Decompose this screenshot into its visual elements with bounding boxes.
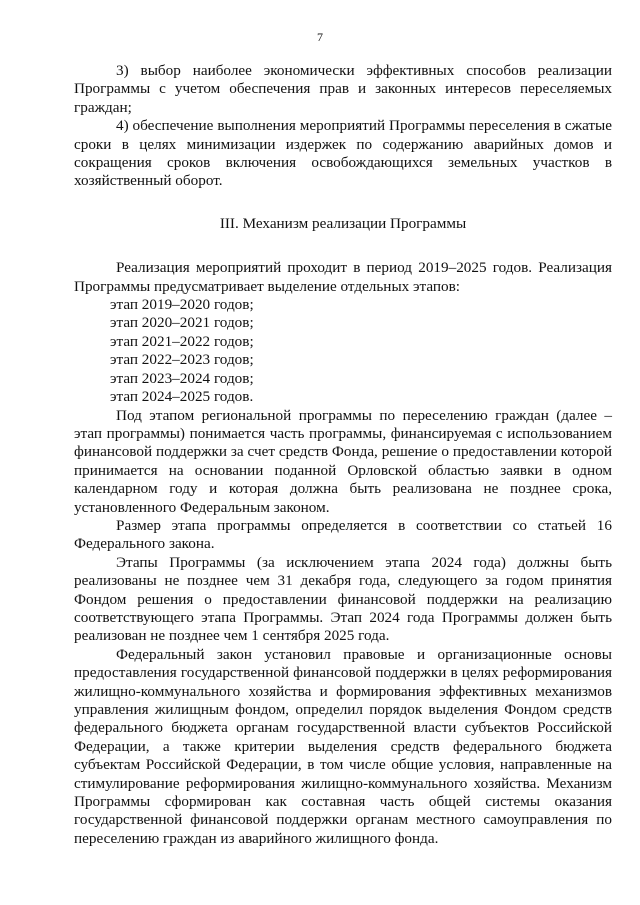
- stage-item: этап 2021–2022 годов;: [110, 332, 254, 350]
- stage-definition-paragraph: Под этапом региональной программы по переселению граждан (далее – этап программы) понимается часть программы, финансируемая с использованием финансовой поддержки за счет средств Фонда, решение о предоставлении которой принимается на основании поданной Орловской областью заявки в одном календарном году и которая должна быть реализована не позднее срока, установленного Федеральным законом.: [74, 406, 612, 516]
- page-number: 7: [317, 30, 323, 44]
- intro-paragraph-4: 4) обеспечение выполнения мероприятий Программы переселения в сжатые сроки в целях минимизации издержек по содержанию аварийных домов и сокращения сроков включения освобождающихся земельных участков в хозяйственный оборот.: [74, 117, 612, 190]
- stage-item: этап 2024–2025 годов.: [110, 388, 254, 406]
- stage-item: этап 2019–2020 годов;: [110, 296, 254, 314]
- intro-paragraph-3: 3) выбор наиболее экономически эффективных способов реализации Программы с учетом обеспечения прав и законных интересов переселяемых граждан;: [74, 62, 612, 116]
- period-paragraph: Реализация мероприятий проходит в период 2019–2025 годов. Реализация Программы предусматривает выделение отдельных этапов:: [74, 259, 612, 295]
- stage-size-paragraph: Размер этапа программы определяется в соответствии со статьей 16 Федерального закона.: [74, 516, 612, 553]
- page-content: [74, 62, 612, 848]
- stage-list: [74, 296, 612, 406]
- federal-law-paragraph: Федеральный закон установил правовые и организационные основы предоставления государственной финансовой поддержки в целях реформирования жилищно-коммунального хозяйства и формирования эффективных механизмов управления жилищным фондом, определил порядок выделения Фондом средств федерального бюджета органам государственной власти субъектов Российской Федерации, а также критерии выделения средств федерального бюджета субъектам Российской Федерации, в том числе общие условия, направленные на стимулирование реформирования жилищно-коммунального хозяйства. Механизм Программы сформирован как составная часть общей системы оказания государственной финансовой поддержки органам местного самоуправления по переселению граждан из аварийного жилищного фонда.: [74, 645, 612, 847]
- stage-item: этап 2020–2021 годов;: [110, 314, 254, 332]
- stage-item: этап 2022–2023 годов;: [110, 351, 254, 369]
- section-title: III. Механизм реализации Программы: [219, 214, 467, 232]
- stage-item: этап 2023–2024 годов;: [110, 369, 254, 387]
- stage-deadline-paragraph: Этапы Программы (за исключением этапа 2024 года) должны быть реализованы не позднее чем 31 декабря года, следующего за годом принятия Фондом решения о предоставлении финансовой поддержки на реализацию соответствующего этапа Программы. Этап 2024 года Программы должен быть реализован не позднее чем 1 сентября 2025 года.: [74, 553, 612, 645]
